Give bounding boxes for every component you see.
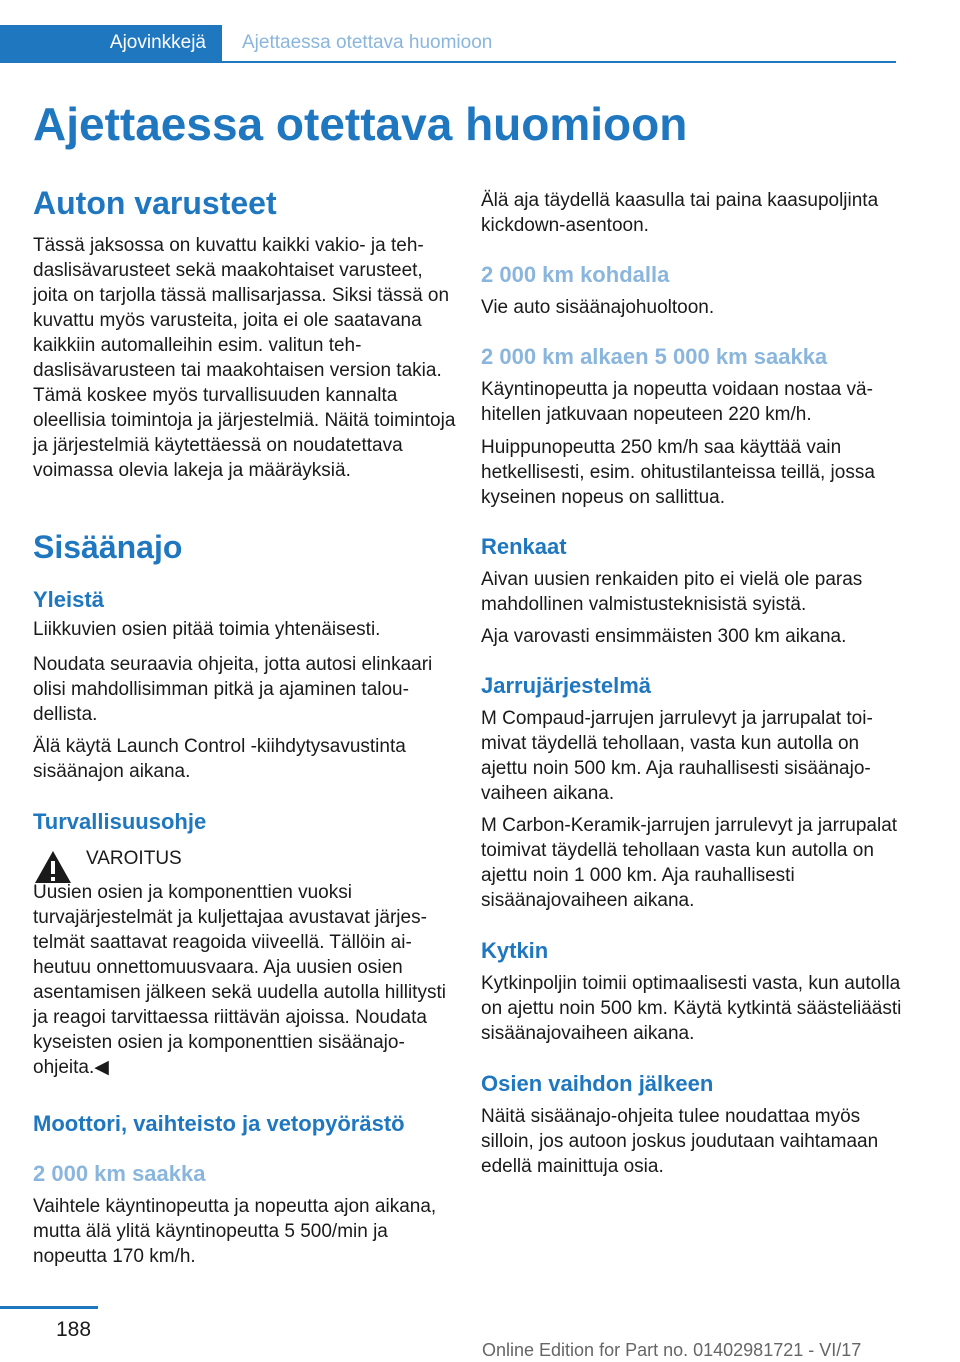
heading-2000-5000-km: 2 000 km alkaen 5 000 km saakka [481,344,828,369]
paragraph-yleista-1: Liikkuvien osien pitää toimia yhtenäisesti. [33,619,381,640]
heading-sisaanajo: Sisäänajo [33,529,183,565]
paragraph-2000-km-kohdalla: Vie auto sisäänajohuoltoon. [481,297,715,318]
heading-renkaat: Renkaat [481,534,567,559]
edition-text: Online Edition for Part no. 01402981721 - VI/17 [482,1340,862,1360]
heading-auton-varusteet: Auton varusteet [33,185,277,221]
warning-label: VAROITUS [86,848,182,869]
heading-yleista: Yleistä [33,587,104,612]
paragraph-auton-varusteet: Tässä jaksossa on kuvattu kaikki vakio- ja tehdaslisävarusteet sekä maakohtaiset varusteet, joita on tarjolla tässä mallisarjassa. Siksi tässä on kuvattu myös varusteita, joita ei ole saatavana kaikkiin automalleihin esim. valitun tehdaslisävarusteen tai maakohtaisen version takia. Tämä koskee myös turvallisuuden kannalta oleellisia toimintoja ja järjestelmiä. Näitä toimintoja ja järjestelmiä käytettäessä on noudatettava voimassa olevia lakeja ja määräyksiä. [33,235,456,481]
heading-moottori: Moottori, vaihteisto ja vetopyörästö [33,1111,405,1136]
warning-text: Uusien osien ja komponenttien vuoksi turvajärjestelmät ja kuljettajaa avustavat järjestelmät saattavat reagoida viiveellä. Tällöin aiheutuu onnettomuusvaara. Aja uusien osien asentamisen jälkeen sekä uudella autolla hillitysti ja reagoi tarvittaessa riittävän ajoissa. Noudata kyseisten osien ja komponenttien sisäänajo-ohjeita.◀ [33,882,446,1078]
paragraph-yleista-3: Älä käytä Launch Control -kiihdytysavustinta sisäänajon aikana. [33,736,406,782]
paragraph-renkaat-2: Aja varovasti ensimmäisten 300 km aikana. [481,626,847,647]
paragraph-yleista-2: Noudata seuraavia ohjeita, jotta autosi elinkaari olisi mahdollisimman pitkä ja ajaminen taloudellista. [33,654,433,725]
heading-kytkin: Kytkin [481,938,549,963]
heading-2000-km-saakka: 2 000 km saakka [33,1161,206,1186]
paragraph-kytkin: Kytkinpoljin toimii optimaalisesti vasta, kun autolla on ajettu noin 500 km. Käytä kytkintä säästeliäästi sisäänajovaiheen aikana. [481,973,902,1044]
tab-chapter[interactable]: Ajovinkkejä [0,25,222,61]
paragraph-2000-5000-km-1: Käyntinopeutta ja nopeutta voidaan nostaa vähitellen jatkuvaan nopeuteen 220 km/h. [481,379,873,425]
paragraph-osien-vaihdon-jalkeen: Näitä sisäänajo-ohjeita tulee noudattaa myös silloin, jos autoon joskus joudutaan vaihtamaan edellä mainittuja osia. [481,1106,879,1177]
tab-section[interactable]: Ajettaessa otettava huomioon [242,32,493,53]
paragraph-renkaat-1: Aivan uusien renkaiden pito ei vielä ole paras mahdollinen valmistusteknisistä syistä. [481,569,863,615]
paragraph-2000-5000-km-2: Huippunopeutta 250 km/h saa käyttää vain hetkellisesti, esim. ohitustilanteissa teillä, jossa kyseinen nopeus on sallittua. [481,437,875,508]
heading-osien-vaihdon-jalkeen: Osien vaihdon jälkeen [481,1071,714,1096]
paragraph-2000-km-saakka: Vaihtele käyntinopeutta ja nopeutta ajon aikana, mutta älä ylitä käyntinopeutta 5 500/min ja nopeutta 170 km/h. [33,1196,437,1267]
page-number: 188 [56,1318,92,1341]
page-title: Ajettaessa otettava huomioon [33,98,688,150]
paragraph-jarru-2: M Carbon-Keramik-jarrujen jarrulevyt ja jarrupalat toimivat täydellä tehollaan vasta kun autolla on ajettu noin 1 000 km. Aja rauhallisesti sisäänajovaiheen aikana. [481,815,898,911]
header-tabbar [0,25,896,63]
header-rule [0,61,896,63]
heading-2000-km-kohdalla: 2 000 km kohdalla [481,262,670,287]
paragraph-kaasu: Älä aja täydellä kaasulla tai paina kaasupoljinta kickdown-asentoon. [481,190,879,236]
footer-rule [0,1306,98,1309]
heading-jarrujarjestelma: Jarrujärjestelmä [481,673,651,698]
heading-turvallisuusohje: Turvallisuusohje [33,809,207,834]
paragraph-jarru-1: M Compaud-jarrujen jarrulevyt ja jarrupalat toimivat täydellä tehollaan, vasta kun autolla on ajettu noin 500 km. Aja rauhallisesti sisäänajovaiheen aikana. [481,708,873,804]
